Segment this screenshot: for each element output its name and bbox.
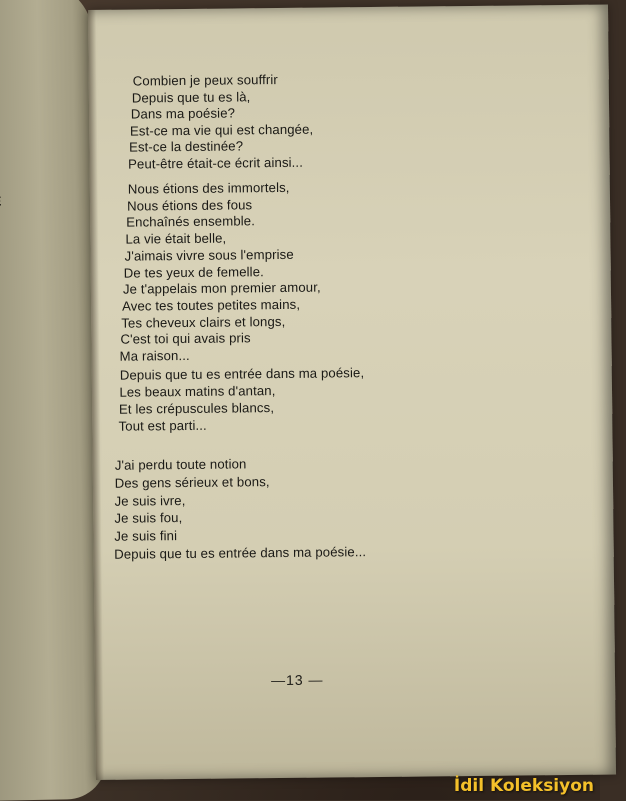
- poem-line: Ma raison...: [119, 347, 190, 364]
- page-number: —13 —: [270, 671, 324, 689]
- book-page: [88, 5, 616, 780]
- poem-line: Enchaînés ensemble.: [126, 213, 256, 231]
- poem-line: J'ai perdu toute notion: [114, 456, 247, 473]
- poem-line: De tes yeux de femelle.: [123, 263, 264, 281]
- poem-line: Nous étions des fous: [126, 196, 253, 214]
- poem-line: Les beaux matins d'antan,: [119, 383, 276, 400]
- poem-line: Tout est parti...: [118, 417, 207, 434]
- poem-line: Je suis ivre,: [114, 492, 186, 509]
- poem-line: Depuis que tu es là,: [131, 88, 251, 106]
- poem-line: La vie était belle,: [125, 230, 227, 247]
- poem-line: Des gens sérieux et bons,: [114, 473, 270, 491]
- left-page-text-fragment: [0, 193, 1, 208]
- poem-line: Combien je peux souffrir: [132, 72, 278, 89]
- poem-line: C'est toi qui avais pris: [120, 330, 251, 347]
- poem-line: Et les crépuscules blancs,: [118, 400, 275, 417]
- watermark-text: İdil Koleksiyon: [453, 776, 594, 796]
- poem-line: Depuis que tu es entrée dans ma poésie...: [114, 544, 367, 562]
- poem-line: Est-ce la destinée?: [128, 138, 244, 155]
- poem-line: J'aimais vivre sous l'emprise: [124, 246, 294, 264]
- poem-line: Peut-être était-ce écrit ainsi...: [128, 154, 303, 172]
- poem-line: Avec tes toutes petites mains,: [122, 296, 301, 314]
- poem-line: Tes cheveux clairs et longs,: [121, 313, 286, 331]
- poem-line: Je t'appelais mon premier amour,: [122, 279, 321, 297]
- poem-line: Est-ce ma vie qui est changée,: [129, 121, 314, 139]
- poem-line: Depuis que tu es entrée dans ma poésie,: [119, 365, 365, 383]
- poem-line: Je suis fou,: [114, 510, 183, 527]
- poem-line: Je suis fini: [114, 528, 178, 544]
- show-through-text: [420, 234, 620, 246]
- poem-line: Dans ma poésie?: [130, 105, 236, 122]
- poem-line: Nous étions des immortels,: [127, 179, 290, 197]
